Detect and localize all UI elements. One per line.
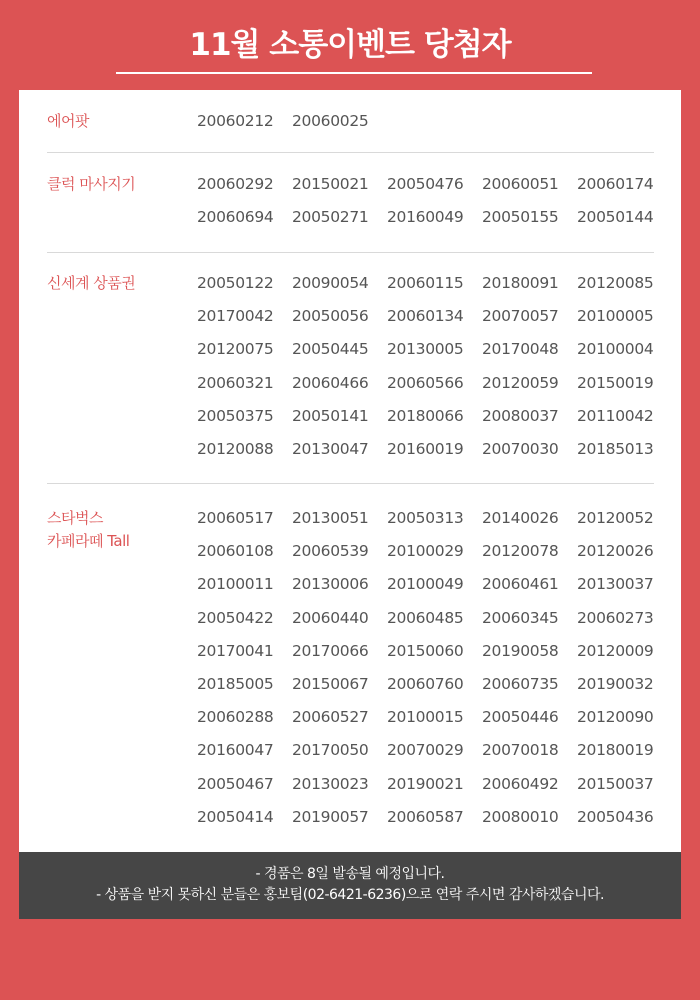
section-divider: [47, 152, 654, 153]
notice-line: - 상품을 받지 못하신 분들은 홍보팀(02-6421-6236)으로 연락 주시면 감사하겠습니다.: [96, 887, 604, 903]
title-underline: [116, 72, 592, 74]
winner-grid: [197, 110, 672, 143]
winner-id: 20050446: [482, 708, 559, 727]
winner-id: 20060292: [197, 175, 274, 193]
section-divider: [47, 252, 654, 253]
winner-id: 20150019: [577, 373, 654, 392]
section-divider: [47, 483, 654, 484]
winner-id: 20150021: [292, 175, 369, 193]
category-label: [47, 110, 197, 133]
winner-id: 20120059: [482, 373, 559, 392]
winner-id: 20120026: [577, 542, 654, 561]
winner-id: 20050414: [197, 807, 274, 826]
winner-id: 20180019: [577, 741, 654, 760]
winner-id: 20140026: [482, 509, 559, 527]
winner-id: 20060461: [482, 575, 559, 594]
winner-id: 20170042: [197, 307, 274, 326]
winner-id: 20100005: [577, 307, 654, 326]
winner-id: 20190058: [482, 641, 559, 660]
winner-id: 20050422: [197, 608, 274, 627]
winner-id: 20120078: [482, 542, 559, 561]
winner-id: 20070057: [482, 307, 559, 326]
winner-id: 20100029: [387, 542, 464, 561]
winner-id: 20150037: [577, 774, 654, 793]
winner-id: 20060485: [387, 608, 464, 627]
winner-id: 20120009: [577, 641, 654, 660]
winner-id: 20090054: [292, 274, 369, 292]
winner-id: 20060134: [387, 307, 464, 326]
winner-id: 20190032: [577, 674, 654, 693]
winner-id: 20160049: [387, 208, 464, 227]
winner-id: 20060587: [387, 807, 464, 826]
winner-id: 20060115: [387, 274, 464, 292]
winner-id: 20050122: [197, 274, 274, 292]
winner-id: 20060492: [482, 774, 559, 793]
winner-id: 20100015: [387, 708, 464, 727]
winner-grid: [197, 173, 672, 239]
winner-id: 20060174: [577, 175, 654, 193]
category-label-line: 신세계 상품권: [47, 274, 136, 292]
category-label: [47, 272, 197, 295]
winner-id: 20185013: [577, 439, 654, 458]
winner-id: 20050467: [197, 774, 274, 793]
winner-id: 20170048: [482, 340, 559, 359]
winner-id: 20120075: [197, 340, 274, 359]
category-label-line: 에어팟: [47, 112, 89, 130]
winner-id: 20060051: [482, 175, 559, 193]
winner-id: 20170041: [197, 641, 274, 660]
notice-line: - 경품은 8일 발송될 예정입니다.: [255, 866, 445, 882]
winner-id: 20190021: [387, 774, 464, 793]
winner-id: 20070029: [387, 741, 464, 760]
winner-id: 20080037: [482, 406, 559, 425]
winner-grid: [197, 272, 672, 471]
winner-id: 20060517: [197, 509, 274, 527]
winner-id: 20170066: [292, 641, 369, 660]
winner-id: 20130006: [292, 575, 369, 594]
winner-id: 20060288: [197, 708, 274, 727]
winner-id: 20050445: [292, 340, 369, 359]
winner-id: 20190057: [292, 807, 369, 826]
winner-id: 20160047: [197, 741, 274, 760]
winner-id: 20100011: [197, 575, 274, 594]
winner-id: 20060527: [292, 708, 369, 727]
winner-id: 20060025: [292, 112, 369, 130]
winner-id: 20060345: [482, 608, 559, 627]
category-label: [47, 173, 197, 196]
winner-id: 20050056: [292, 307, 369, 326]
winner-id: 20110042: [577, 406, 654, 425]
winner-id: 20130037: [577, 575, 654, 594]
winner-id: 20150067: [292, 674, 369, 693]
winner-grid: [197, 507, 672, 839]
winner-id: 20130005: [387, 340, 464, 359]
winner-id: 20120052: [577, 509, 654, 527]
winner-id: 20160019: [387, 439, 464, 458]
winner-id: 20050375: [197, 406, 274, 425]
winner-id: 20050271: [292, 208, 369, 227]
winner-id: 20180066: [387, 406, 464, 425]
winner-id: 20170050: [292, 741, 369, 760]
winner-id: 20060735: [482, 674, 559, 693]
winner-id: 20060440: [292, 608, 369, 627]
winner-id: 20060539: [292, 542, 369, 561]
winner-id: 20050313: [387, 509, 464, 527]
winner-id: 20050144: [577, 208, 654, 227]
winner-id: 20185005: [197, 674, 274, 693]
winner-id: 20050141: [292, 406, 369, 425]
page-title: 11월 소통이벤트 당첨자: [189, 27, 511, 63]
winner-id: 20050155: [482, 208, 559, 227]
winner-id: 20080010: [482, 807, 559, 826]
winner-id: 20060108: [197, 542, 274, 561]
winner-id: 20060212: [197, 112, 274, 130]
category-label-line: 스타벅스: [47, 509, 103, 527]
winner-id: 20060321: [197, 373, 274, 392]
winner-id: 20050436: [577, 807, 654, 826]
category-label: [47, 507, 197, 553]
winner-id: 20120090: [577, 708, 654, 727]
winner-id: 20060273: [577, 608, 654, 627]
winners-panel: [19, 90, 681, 852]
winner-id: 20130051: [292, 509, 369, 527]
winner-id: 20180091: [482, 274, 559, 292]
winner-id: 20060694: [197, 208, 274, 227]
winner-id: 20070030: [482, 439, 559, 458]
winner-id: 20130047: [292, 439, 369, 458]
category-label-line: 카페라떼 Tall: [47, 532, 130, 550]
winner-id: 20100004: [577, 340, 654, 359]
winner-id: 20120088: [197, 439, 274, 458]
notice-footer: [19, 852, 681, 919]
category-label-line: 클럭 마사지기: [47, 175, 136, 193]
winner-id: 20060760: [387, 674, 464, 693]
winner-id: 20060466: [292, 373, 369, 392]
winner-id: 20150060: [387, 641, 464, 660]
winner-id: 20070018: [482, 741, 559, 760]
winner-id: 20120085: [577, 274, 654, 292]
winner-id: 20100049: [387, 575, 464, 594]
winner-id: 20050476: [387, 175, 464, 193]
winner-id: 20130023: [292, 774, 369, 793]
winner-id: 20060566: [387, 373, 464, 392]
